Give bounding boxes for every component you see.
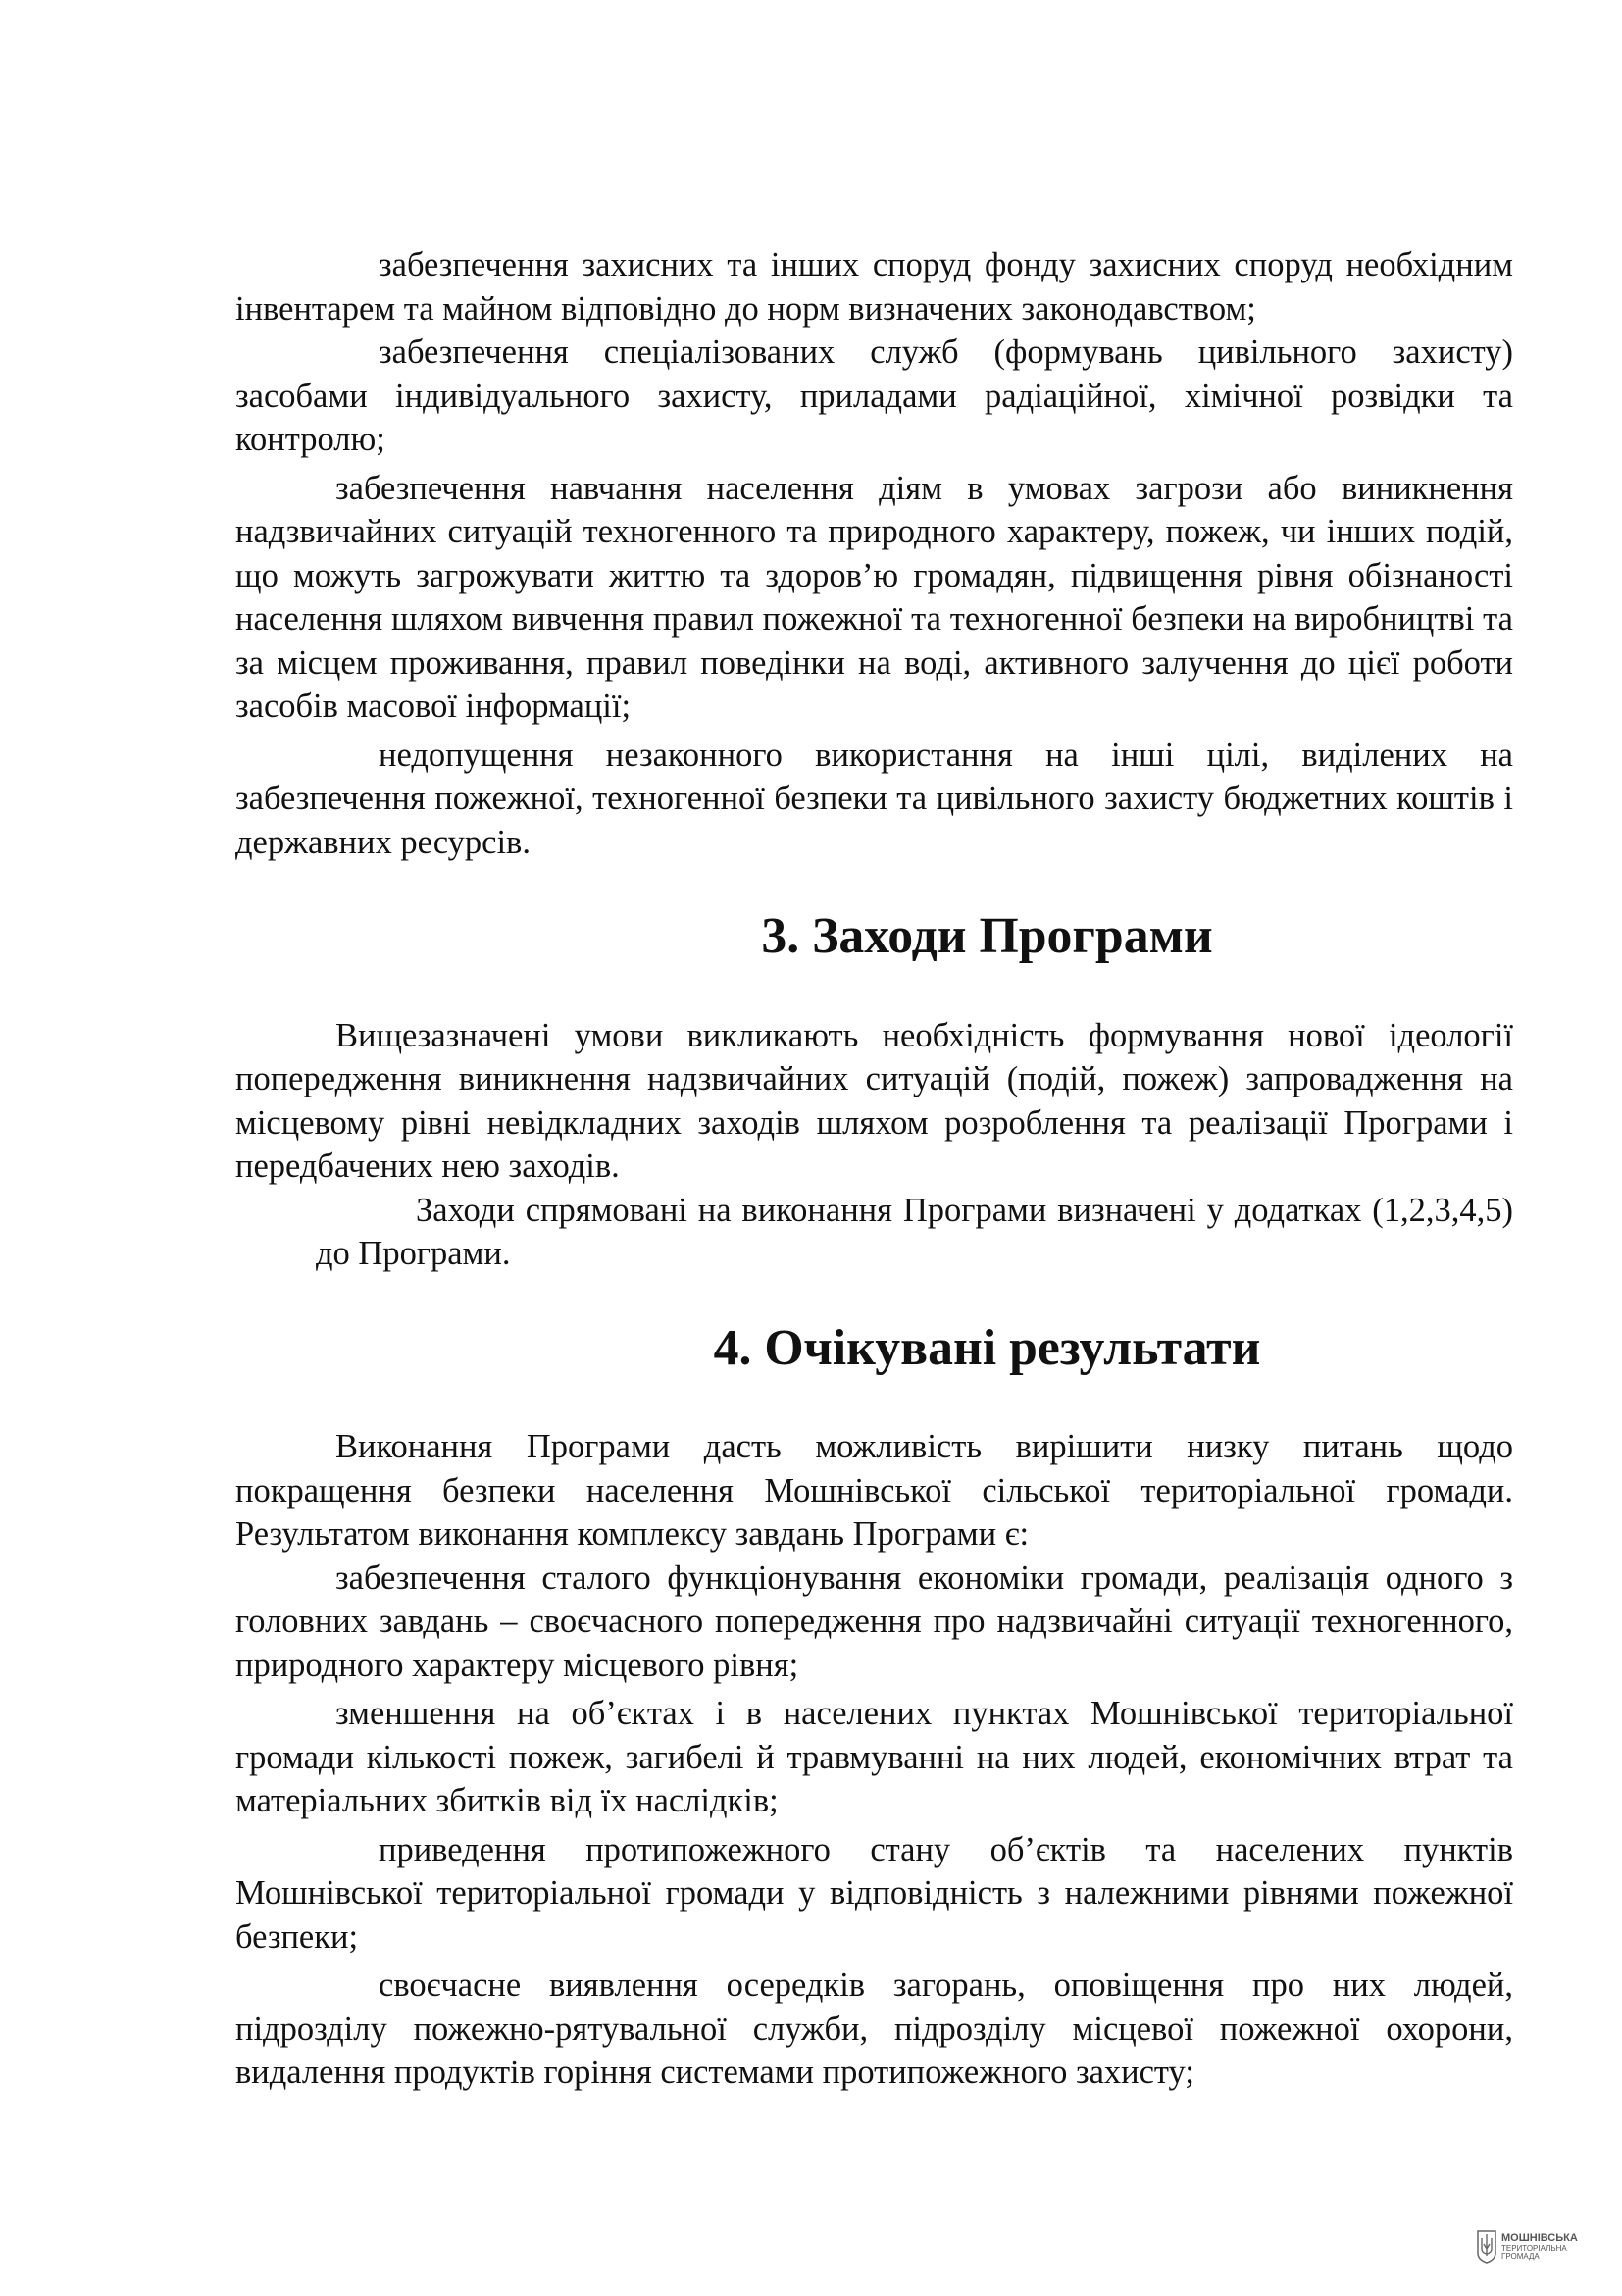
document-body: [235, 243, 1513, 2095]
section-3-paragraph: Вищезазначені умови викликають необхідність формування нової ідеології попередження виникнення надзвичайних ситуацій (подій, пожеж) запровадження на місцевому рівні невідкладних заходів шляхом розроблення та реалізації Програми і передбачених нею заходів.: [235, 1016, 1513, 1185]
coat-of-arms-icon: [1477, 2230, 1496, 2264]
result-item: забезпечення сталого функціонування економіки громади, реалізація одного з головних завдань – своєчасного попередження про надзвичайні ситуації техногенного, природного характеру місцевого рівня;: [235, 1558, 1513, 1684]
result-item: приведення протипожежного стану об’єктів та населених пунктів Мошнівської територіальної громади у відповідність з належними рівнями пожежної безпеки;: [235, 1830, 1513, 1956]
result-item: зменшення на об’єктах і в населених пунктах Мошнівської територіальної громади кількості пожеж, загибелі й травмуванні на них людей, економічних втрат та матеріальних збитків від їх наслідків;: [235, 1695, 1513, 1819]
community-logo: [1477, 2223, 1614, 2270]
section-4-intro: Виконання Програми дасть можливість вирішити низку питань щодо покращення безпеки населення Мошнівської сільської територіальної громади. Результатом виконання комплексу завдань Програми є:: [235, 1428, 1513, 1553]
paragraph-population-training: забезпечення навчання населення діям в умовах загрози або виникнення надзвичайних ситуацій техногенного та природного характеру, пожеж, чи інших подій, що можуть загрожувати життю та здоров’ю громадян, підвищення рівня обізнаності населення шляхом вивчення правил пожежної та техногенної безпеки на виробництві та за місцем проживання, правил поведінки на воді, активного залучення до цієї роботи засобів масової інформації;: [235, 469, 1513, 725]
section-3-heading: 3. Заходи Програми: [761, 908, 1213, 964]
logo-line-3: ГРОМАДА: [1501, 2252, 1540, 2261]
logo-text: [1501, 2233, 1578, 2261]
section-4-heading: 4. Очікувані результати: [713, 1319, 1261, 1376]
logo-line-2: ТЕРИТОРІАЛЬНА: [1501, 2244, 1567, 2253]
section-3-appendices-paragraph: Заходи спрямовані на виконання Програми визначені у додатках (1,2,3,4,5) до Програми.: [316, 1191, 1513, 1272]
paragraph-budget-misuse: недопущення незаконного використання на інші цілі, виділених на забезпечення пожежної, техногенної безпеки та цивільного захисту бюджетних коштів і державних ресурсів.: [235, 736, 1513, 861]
logo-line-1: МОШНІВСЬКА: [1501, 2232, 1578, 2244]
paragraph-protective-structures: забезпечення захисних та інших споруд фонду захисних споруд необхідним інвентарем та майном відповідно до норм визначених законодавством;: [235, 246, 1513, 328]
paragraph-civil-protection-services: забезпечення спеціалізованих служб (формувань цивільного захисту) засобами індивідуального захисту, приладами радіаційної, хімічної розвідки та контролю;: [235, 333, 1513, 458]
result-item: своєчасне виявлення осередків загорань, оповіщення про них людей, підрозділу пожежно-рятувальної служби, підрозділу місцевої пожежної охорони, видалення продуктів горіння системами протипожежного захисту;: [235, 1966, 1513, 2091]
